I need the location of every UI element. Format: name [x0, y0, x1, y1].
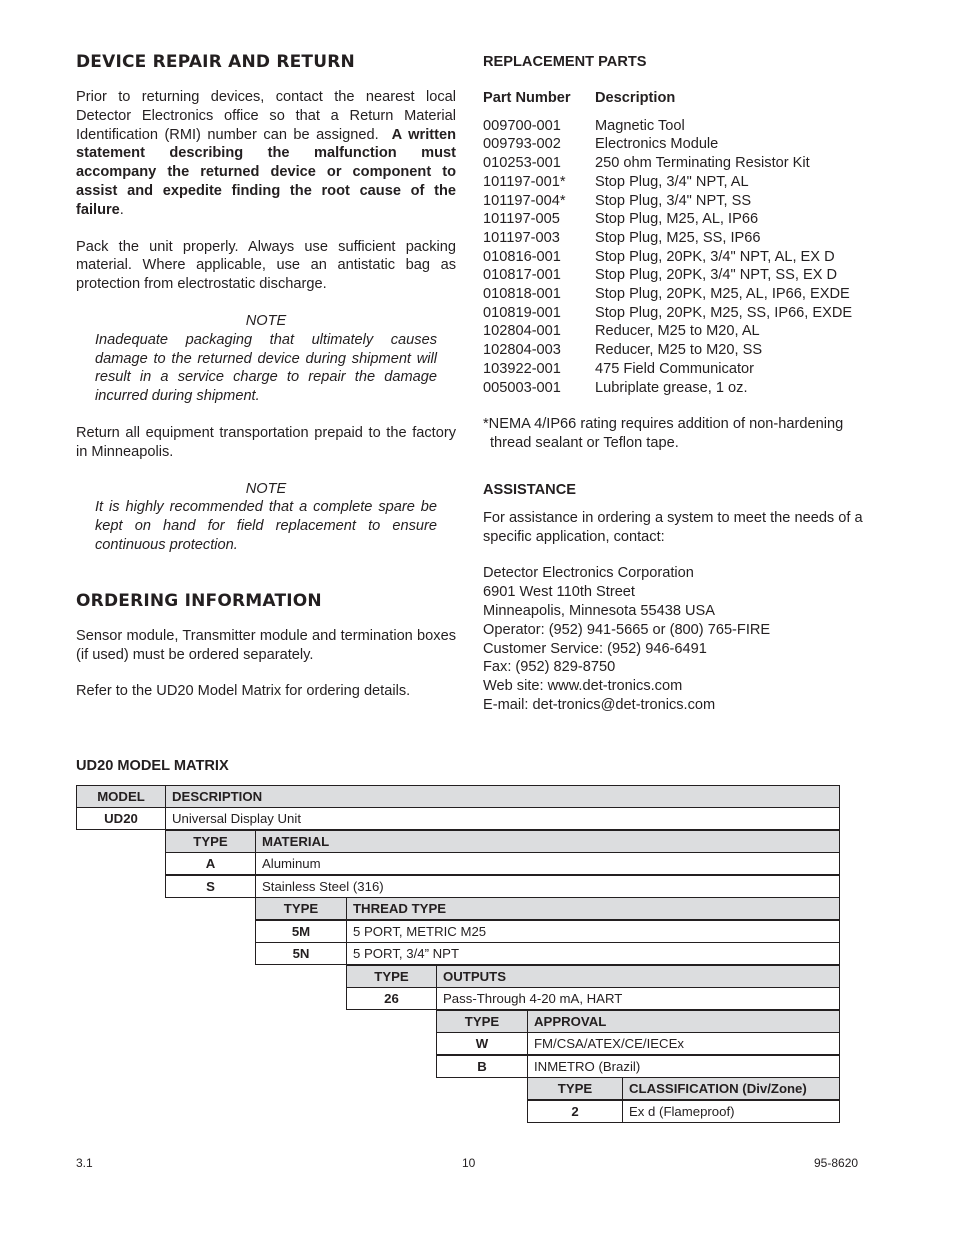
device-repair-title: DEVICE REPAIR AND RETURN — [76, 52, 355, 72]
model-code: UD20 — [76, 807, 166, 830]
thread-header: THREAD TYPE — [346, 897, 840, 920]
material-code: S — [165, 875, 256, 898]
table-row: 010818-001 Stop Plug, 20PK, M25, AL, IP66, EXDE — [483, 286, 850, 303]
street-address: 6901 West 110th Street — [483, 584, 635, 601]
device-repair-para1: Prior to returning devices, contact the nearest local Detector Electronics office so that a Return Material Identification (RMI) number can be assigned. A written statement describing the malfunction must accompany the returned device or component to assist and expedite finding the root cause of the failure. — [76, 89, 457, 218]
classification-code: 2 — [527, 1100, 623, 1123]
approval-code: B — [436, 1055, 528, 1078]
replacement-parts-table — [483, 89, 852, 397]
model-matrix-title: UD20 MODEL MATRIX — [76, 758, 229, 774]
table-row: 102804-001 Reducer, M25 to M20, AL — [483, 323, 760, 340]
material-type-header: TYPE — [165, 830, 256, 853]
customer-service-phone: Customer Service: (952) 946-6491 — [483, 640, 707, 657]
model-description: Universal Display Unit — [165, 807, 840, 830]
fax-number: Fax: (952) 829-8750 — [483, 659, 616, 676]
email-link[interactable]: E-mail: det-tronics@det-tronics.com — [483, 697, 716, 714]
company-name: Detector Electronics Corporation — [483, 565, 694, 582]
classification-type-header: TYPE — [527, 1077, 623, 1100]
ordering-title: ORDERING INFORMATION — [76, 590, 322, 611]
website-link[interactable]: Web site: www.det-tronics.com — [483, 678, 683, 695]
table-row: 101197-003 Stop Plug, M25, SS, IP66 — [483, 229, 761, 246]
table-row: 102804-003 Reducer, M25 to M20, SS — [483, 342, 763, 359]
table-row: 009700-001 Magnetic Tool — [483, 117, 685, 134]
approval-description: INMETRO (Brazil) — [527, 1055, 840, 1078]
note-body: It is highly recommended that a complete spare be kept on hand for field replacement to ensure continuous protection. — [95, 499, 437, 553]
approval-type-header: TYPE — [436, 1010, 528, 1033]
description-header: DESCRIPTION — [165, 785, 840, 808]
thread-code: 5M — [255, 920, 347, 943]
table-row: 101197-005 Stop Plug, M25, AL, IP66 — [483, 211, 759, 228]
col-description: Description — [595, 90, 676, 106]
footer-revision: 3.1 — [76, 1156, 93, 1170]
outputs-code: 26 — [346, 987, 437, 1010]
table-row: 010816-001 Stop Plug, 20PK, 3/4" NPT, AL, EX D — [483, 248, 835, 265]
ordering-para1: Sensor module, Transmitter module and termination boxes (if used) must be ordered separately. — [76, 627, 456, 663]
device-repair-para2: Pack the unit properly. Always use sufficient packing material. Where applicable, use an antistatic bag as protection from electrostatic discharge. — [76, 238, 456, 293]
replacement-parts-title: REPLACEMENT PARTS — [483, 54, 647, 70]
note-spare — [95, 480, 437, 555]
operator-phone: Operator: (952) 941-5665 or (800) 765-FIRE — [483, 621, 771, 638]
table-row: 010253-001 250 ohm Terminating Resistor Kit — [483, 155, 810, 172]
parts-footnote: *NEMA 4/IP66 rating requires addition of non-hardening thread sealant or Teflon tape. — [483, 416, 844, 452]
approval-code: W — [436, 1032, 528, 1055]
thread-type-header: TYPE — [255, 897, 347, 920]
assistance-title: ASSISTANCE — [483, 481, 576, 498]
material-description: Stainless Steel (316) — [255, 875, 840, 898]
classification-header: CLASSIFICATION (Div/Zone) — [622, 1077, 840, 1100]
note-packaging — [95, 312, 437, 406]
material-description: Aluminum — [255, 852, 840, 875]
note-title: NOTE — [245, 480, 287, 497]
parts-header-row — [483, 89, 852, 117]
material-code: A — [165, 852, 256, 875]
outputs-type-header: TYPE — [346, 965, 437, 988]
outputs-header: OUTPUTS — [436, 965, 840, 988]
contact-address — [483, 564, 873, 714]
approval-description: FM/CSA/ATEX/CE/IECEx — [527, 1032, 840, 1055]
table-row: 010819-001 Stop Plug, 20PK, M25, SS, IP66, EXDE — [483, 304, 853, 321]
thread-description: 5 PORT, METRIC M25 — [346, 920, 840, 943]
table-row: 101197-004* Stop Plug, 3/4" NPT, SS — [483, 192, 752, 209]
right-column — [483, 50, 873, 715]
classification-description: Ex d (Flameproof) — [622, 1100, 840, 1123]
assistance-intro: For assistance in ordering a system to meet the needs of a specific application, contact: — [483, 509, 863, 545]
table-row: 005003-001 Lubriplate grease, 1 oz. — [483, 379, 748, 396]
thread-description: 5 PORT, 3/4” NPT — [346, 942, 840, 965]
table-row: 010817-001 Stop Plug, 20PK, 3/4" NPT, SS, EX D — [483, 267, 838, 284]
table-row: 101197-001* Stop Plug, 3/4" NPT, AL — [483, 173, 749, 190]
footer-document-number: 95-8620 — [814, 1156, 859, 1170]
footer-page-number: 10 — [462, 1156, 476, 1170]
col-part-number: Part Number — [483, 90, 571, 106]
thread-code: 5N — [255, 942, 347, 965]
approval-header: APPROVAL — [527, 1010, 840, 1033]
device-repair-para3: Return all equipment transportation prepaid to the factory in Minneapolis. — [76, 424, 456, 460]
note-body: Inadequate packaging that ultimately causes damage to the returned device during shipment will result in a service charge to repair the damage incurred during shipment. — [95, 331, 437, 405]
model-header: MODEL — [76, 785, 166, 808]
note-title: NOTE — [245, 312, 287, 329]
ordering-para2: Refer to the UD20 Model Matrix for ordering details. — [76, 683, 411, 700]
material-header: MATERIAL — [255, 830, 840, 853]
outputs-description: Pass-Through 4-20 mA, HART — [436, 987, 840, 1010]
city-address: Minneapolis, Minnesota 55438 USA — [483, 603, 716, 620]
table-row: 009793-002 Electronics Module — [483, 136, 719, 153]
left-column — [76, 50, 456, 701]
table-row: 103922-001 475 Field Communicator — [483, 360, 754, 377]
